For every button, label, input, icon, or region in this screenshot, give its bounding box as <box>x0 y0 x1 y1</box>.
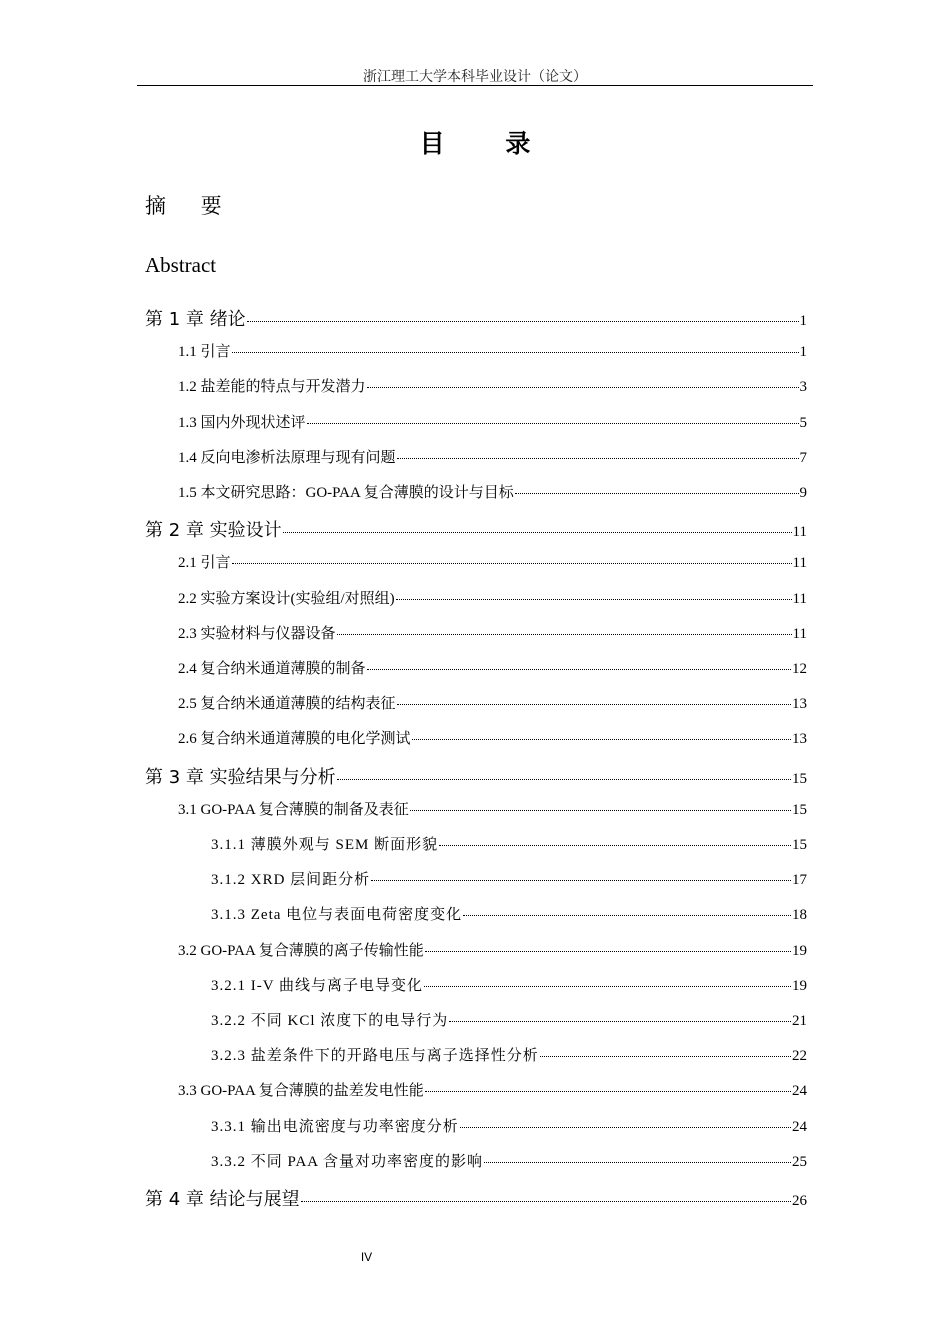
toc-entry-label: 2.3 实验材料与仪器设备 <box>178 625 336 642</box>
toc-leader-dots <box>425 951 791 952</box>
toc-leader-dots <box>397 704 791 705</box>
toc-entry-page: 26 <box>792 1193 807 1209</box>
toc-leader-dots <box>425 1091 791 1092</box>
toc-leader-dots <box>439 845 791 846</box>
toc-leader-dots <box>515 493 799 494</box>
toc-leader-dots <box>247 321 799 322</box>
toc-entry[interactable] <box>178 657 807 678</box>
toc-leader-dots <box>371 880 791 881</box>
toc-entry[interactable] <box>178 692 807 713</box>
toc-entry-label: 3.2 GO-PAA 复合薄膜的离子传输性能 <box>178 942 424 959</box>
toc-entry-page: 15 <box>792 837 807 853</box>
toc-entry[interactable] <box>178 622 807 643</box>
toc-entry-page: 1 <box>799 313 807 329</box>
toc-entry-page: 3 <box>799 379 807 396</box>
toc-leader-dots <box>367 387 799 388</box>
toc-leader-dots <box>424 986 791 987</box>
toc-entry-page: 19 <box>792 942 807 959</box>
toc-leader-dots <box>307 423 799 424</box>
toc-entry-page: 15 <box>792 770 807 787</box>
toc-entry-label: 第 3 章 实验结果与分析 <box>145 766 336 788</box>
toc-entry[interactable] <box>178 1079 807 1100</box>
toc-entry-page: 11 <box>792 625 807 642</box>
toc-entry-label: 3.3.2 不同 PAA 含量对功率密度的影响 <box>211 1153 484 1170</box>
toc-entry-page: 11 <box>792 590 807 607</box>
toc-entry-label: 3.1.2 XRD 层间距分析 <box>211 872 371 889</box>
toc-entry-label: 3.3.1 输出电流密度与功率密度分析 <box>211 1118 459 1135</box>
toc-entry[interactable] <box>178 551 807 572</box>
abstract-en-heading: Abstract <box>145 253 217 277</box>
toc-leader-dots <box>232 352 799 353</box>
toc-entry-page: 11 <box>792 524 807 541</box>
toc-entry-label: 3.3 GO-PAA 复合薄膜的盐差发电性能 <box>178 1083 424 1100</box>
toc-entry-label: 1.4 反向电渗析法原理与现有问题 <box>178 449 396 466</box>
toc-entry[interactable] <box>178 446 807 467</box>
page-number: IV <box>360 1250 373 1264</box>
toc-entry[interactable] <box>211 868 807 889</box>
toc-entry[interactable] <box>145 516 807 542</box>
toc-entry-page: 12 <box>792 661 807 677</box>
toc-entry-page: 7 <box>799 449 807 466</box>
toc-entry-page: 17 <box>792 872 807 889</box>
toc-entry-page: 11 <box>792 555 807 572</box>
toc-entry-label: 第 2 章 实验设计 <box>145 520 282 542</box>
header-rule <box>137 85 813 86</box>
toc-entry-page: 13 <box>792 696 807 713</box>
toc-entry-page: 25 <box>792 1153 807 1170</box>
toc-entry-label: 1.1 引言 <box>178 344 231 361</box>
toc-entry-label: 3.2.3 盐差条件下的开路电压与离子选择性分析 <box>211 1048 539 1065</box>
toc-entry[interactable] <box>178 375 807 396</box>
toc-entry[interactable] <box>211 1009 807 1030</box>
toc-leader-dots <box>460 1127 791 1128</box>
toc-entry-page: 15 <box>792 801 807 818</box>
toc-entry[interactable] <box>178 481 807 502</box>
toc-leader-dots <box>283 532 792 533</box>
toc-entry-page: 24 <box>792 1118 807 1135</box>
toc-leader-dots <box>463 915 791 916</box>
toc-leader-dots <box>412 739 791 740</box>
abstract-cn-heading: 摘 要 <box>145 194 236 218</box>
toc-entry[interactable] <box>211 1115 807 1136</box>
toc-entry[interactable] <box>211 903 807 924</box>
toc-entry[interactable] <box>145 1185 807 1211</box>
toc-leader-dots <box>301 1201 791 1202</box>
toc-leader-dots <box>397 458 799 459</box>
running-header: 浙江理工大学本科毕业设计（论文） <box>363 69 587 85</box>
toc-entry-page: 9 <box>799 485 807 501</box>
toc-entry-label: 2.2 实验方案设计(实验组/对照组) <box>178 590 395 607</box>
toc-entry[interactable] <box>178 727 807 748</box>
toc-leader-dots <box>337 634 792 635</box>
toc-entry[interactable] <box>178 340 807 361</box>
toc-leader-dots <box>367 669 791 670</box>
toc-entry-page: 22 <box>792 1048 807 1065</box>
toc-entry-label: 3.1 GO-PAA 复合薄膜的制备及表征 <box>178 801 409 818</box>
toc-entry-label: 2.1 引言 <box>178 555 231 572</box>
toc-leader-dots <box>449 1021 791 1022</box>
toc-entry[interactable] <box>178 939 807 960</box>
toc-leader-dots <box>410 810 791 811</box>
toc-entry-page: 19 <box>792 977 807 994</box>
toc-entry[interactable] <box>145 763 807 789</box>
toc-leader-dots <box>337 779 791 780</box>
toc-leader-dots <box>540 1056 791 1057</box>
toc-entry-label: 第 1 章 绪论 <box>145 309 246 330</box>
toc-entry-label: 3.1.1 薄膜外观与 SEM 断面形貌 <box>211 837 439 853</box>
toc-entry-label: 1.3 国内外现状述评 <box>178 414 306 431</box>
toc-leader-dots <box>484 1162 791 1163</box>
toc-leader-dots <box>396 599 792 600</box>
toc-entry-label: 1.5 本文研究思路：GO-PAA 复合薄膜的设计与目标 <box>178 485 514 501</box>
toc-entry-label: 3.2.2 不同 KCl 浓度下的电导行为 <box>211 1013 449 1029</box>
toc-entry-page: 21 <box>792 1013 807 1029</box>
toc-entry-label: 第 4 章 结论与展望 <box>145 1189 300 1210</box>
toc-entry[interactable] <box>211 1150 807 1171</box>
toc-entry[interactable] <box>211 974 807 995</box>
toc-leader-dots <box>232 563 792 564</box>
toc-entry-page: 13 <box>792 731 807 748</box>
toc-entry-label: 2.4 复合纳米通道薄膜的制备 <box>178 661 366 677</box>
toc-title: 目 录 <box>419 129 557 158</box>
toc-entry[interactable] <box>211 833 807 854</box>
toc-entry-label: 3.2.1 I-V 曲线与离子电导变化 <box>211 977 424 994</box>
toc-entry[interactable] <box>211 1044 807 1065</box>
toc-entry[interactable] <box>178 587 807 608</box>
toc-entry-page: 5 <box>799 414 807 431</box>
toc-entry-label: 3.1.3 Zeta 电位与表面电荷密度变化 <box>211 907 463 924</box>
toc-entry[interactable] <box>178 798 807 819</box>
toc-entry-page: 24 <box>792 1083 807 1100</box>
toc-entry[interactable] <box>178 411 807 432</box>
toc-entry-page: 1 <box>799 344 807 361</box>
toc-entry-label: 2.5 复合纳米通道薄膜的结构表征 <box>178 696 396 713</box>
toc-entry-page: 18 <box>792 907 807 924</box>
toc-entry-label: 1.2 盐差能的特点与开发潜力 <box>178 379 366 396</box>
toc-entry-label: 2.6 复合纳米通道薄膜的电化学测试 <box>178 731 411 748</box>
toc-entry[interactable] <box>145 305 807 331</box>
